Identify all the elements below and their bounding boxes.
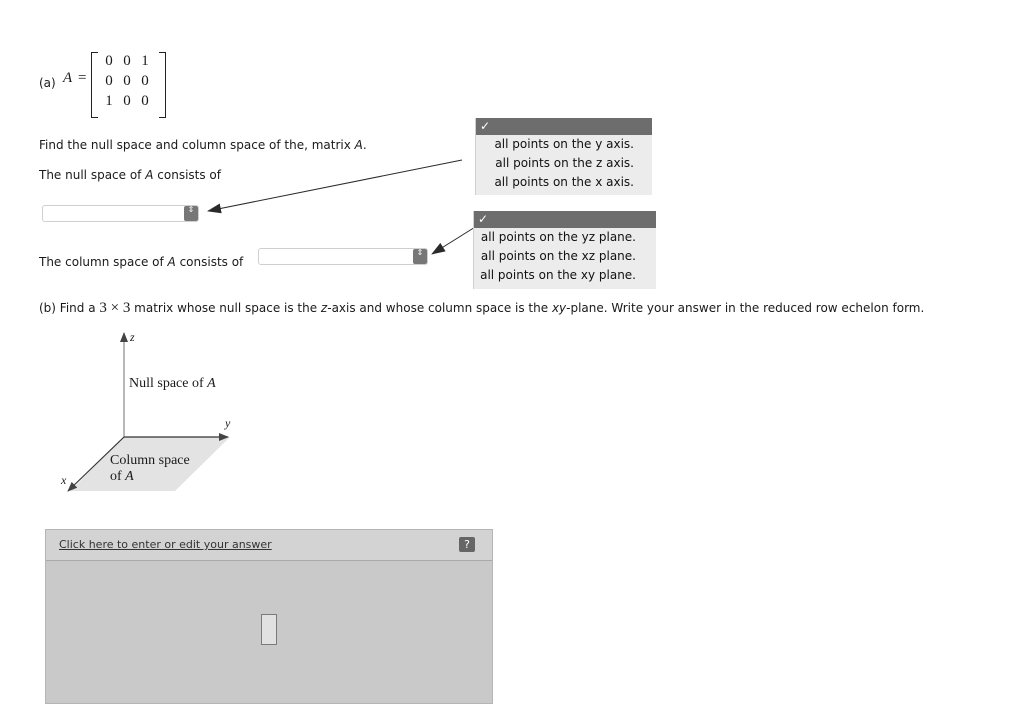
- y-axis-label: y: [225, 416, 231, 430]
- matrix-cell: 1: [141, 53, 149, 69]
- matrix-cell: 0: [105, 73, 113, 89]
- select-arrow-icon: ⇕: [184, 206, 198, 221]
- matrix-cell: 0: [123, 73, 131, 89]
- null-space-prompt: The null space of A consists of: [39, 168, 221, 182]
- answer-panel: [45, 529, 493, 704]
- menu-checkmark[interactable]: ✓: [474, 211, 656, 228]
- matrix-cell: 0: [141, 93, 149, 109]
- menu-checkmark[interactable]: ✓: [476, 118, 652, 135]
- menu-option-x-axis[interactable]: all points on the x axis.: [494, 175, 634, 189]
- null-arrow: [208, 160, 462, 211]
- menu-option-xy-plane[interactable]: all points on the xy plane.: [480, 268, 636, 282]
- equals-sign: =: [78, 70, 87, 86]
- column-space-menu: [473, 211, 656, 289]
- menu-option-yz-plane[interactable]: all points on the yz plane.: [480, 230, 636, 244]
- null-space-menu: [475, 118, 652, 195]
- matrix-cell: 0: [123, 93, 131, 109]
- answer-input-box[interactable]: [261, 614, 277, 645]
- find-instruction: Find the null space and column space of the, matrix A.: [39, 138, 367, 152]
- null-space-figure-label: Null space of A: [129, 376, 216, 391]
- matrix-name: A: [63, 70, 73, 86]
- x-axis-label: x: [61, 473, 67, 487]
- help-icon[interactable]: ?: [459, 537, 475, 552]
- column-space-prompt: The column space of A consists of: [39, 255, 244, 269]
- part-b-question: (b) Find a 3 × 3 matrix whose null space is the z-axis and whose column space is the xy-plane. Write your answer in the reduced row echelon form.: [39, 300, 925, 316]
- menu-option-y-axis[interactable]: all points on the y axis.: [494, 137, 634, 151]
- matrix-cell: 0: [105, 53, 113, 69]
- menu-option-xz-plane[interactable]: all points on the xz plane.: [480, 249, 636, 263]
- select-arrow-icon: ⇕: [413, 249, 427, 264]
- matrix-cell: 0: [123, 53, 131, 69]
- matrix-cell: 1: [105, 93, 113, 109]
- z-axis-label: z: [130, 330, 135, 344]
- part-a-label: (a): [39, 76, 56, 90]
- menu-option-z-axis[interactable]: all points on the z axis.: [495, 156, 634, 170]
- answer-panel-header: [46, 530, 492, 561]
- column-space-figure-label: Column space of A: [110, 453, 190, 484]
- edit-answer-link[interactable]: Click here to enter or edit your answer: [59, 538, 272, 551]
- matrix-cell: 0: [141, 73, 149, 89]
